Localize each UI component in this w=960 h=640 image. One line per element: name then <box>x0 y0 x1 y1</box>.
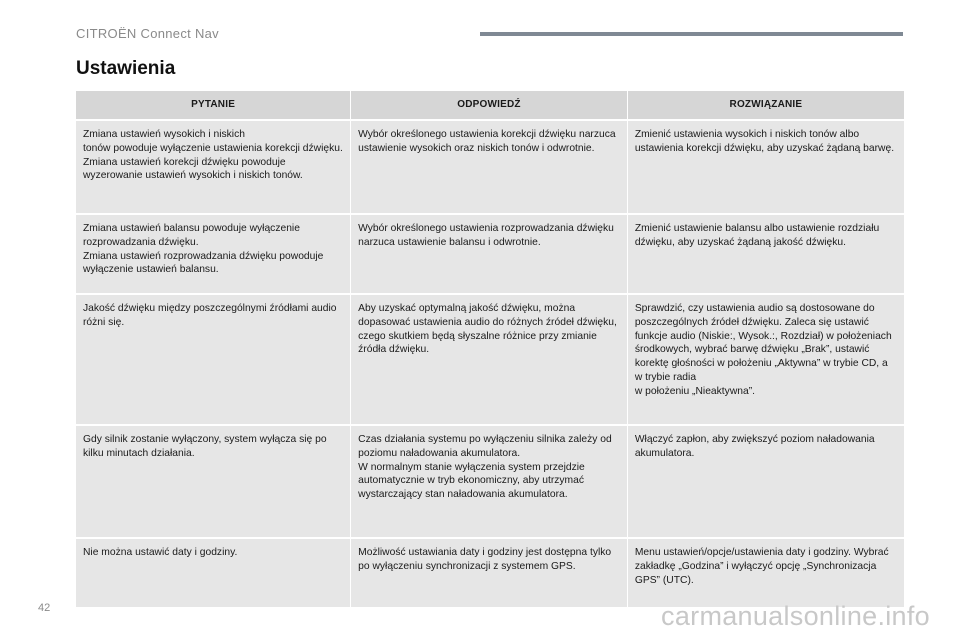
answer-cell: Wybór określonego ustawienia korekcji dźwięku narzuca ustawienie wysokich oraz niskich tonów i odwrotnie. <box>351 120 628 214</box>
table-row <box>76 538 904 607</box>
table-row <box>76 214 904 294</box>
column-header-question: PYTANIE <box>76 91 351 120</box>
answer-cell: Czas działania systemu po wyłączeniu silnika zależy od poziomu naładowania akumulatora. W normalnym stanie wyłączenia system przejdzie automatycznie w tryb ekonomiczny, aby utrzymać wystarczający stan naładowania akumulatora. <box>351 425 628 538</box>
page-title: Ustawienia <box>76 58 176 79</box>
page-number: 42 <box>38 602 51 614</box>
column-header-answer: ODPOWIEDŹ <box>351 91 628 120</box>
table-row <box>76 425 904 538</box>
answer-cell: Wybór określonego ustawienia rozprowadzania dźwięku narzuca ustawienie balansu i odwrotnie. <box>351 214 628 294</box>
solution-cell: Zmienić ustawienia wysokich i niskich tonów albo ustawienia korekcji dźwięku, aby uzyskać żądaną barwę. <box>627 120 904 214</box>
header-bar <box>480 32 903 36</box>
question-cell: Zmiana ustawień balansu powoduje wyłączenie rozprowadzania dźwięku. Zmiana ustawień rozprowadzania dźwięku powoduje wyłączenie ustawień balansu. <box>76 214 351 294</box>
solution-cell: Menu ustawień/opcje/ustawienia daty i godziny. Wybrać zakładkę „Godzina” i wyłączyć opcję „Synchronizacja GPS” (UTC). <box>627 538 904 607</box>
answer-cell: Możliwość ustawiania daty i godziny jest dostępna tylko po wyłączeniu synchronizacji z systemem GPS. <box>351 538 628 607</box>
troubleshooting-table <box>76 91 904 607</box>
question-cell: Jakość dźwięku między poszczególnymi źródłami audio różni się. <box>76 294 351 425</box>
solution-cell: Sprawdzić, czy ustawienia audio są dostosowane do poszczególnych źródeł dźwięku. Zaleca się ustawić funkcje audio (Niskie:, Wysok.:, Rozdział) w położeniach środkowych, wybrać barwę dźwięku „Brak”, ustawić korektę głośności w położeniu „Aktywna” w trybie CD, a w trybie radia w położeniu „Nieaktywna”. <box>627 294 904 425</box>
table-row <box>76 294 904 425</box>
answer-cell: Aby uzyskać optymalną jakość dźwięku, można dopasować ustawienia audio do różnych źródeł dźwięku, czego skutkiem będą słyszalne różnice przy zmianie źródła dźwięku. <box>351 294 628 425</box>
table-row <box>76 120 904 214</box>
question-cell: Gdy silnik zostanie wyłączony, system wyłącza się po kilku minutach działania. <box>76 425 351 538</box>
question-cell: Zmiana ustawień wysokich i niskich tonów powoduje wyłączenie ustawienia korekcji dźwięku. Zmiana ustawień korekcji dźwięku powoduje wyzerowanie ustawień wysokich i niskich tonów. <box>76 120 351 214</box>
table-header-row <box>76 91 904 120</box>
header-title: CITROËN Connect Nav <box>76 26 219 41</box>
watermark: carmanualsonline.info <box>661 601 930 631</box>
question-cell: Nie można ustawić daty i godziny. <box>76 538 351 607</box>
column-header-solution: ROZWIĄZANIE <box>627 91 904 120</box>
solution-cell: Zmienić ustawienie balansu albo ustawienie rozdziału dźwięku, aby uzyskać żądaną jakość dźwięku. <box>627 214 904 294</box>
solution-cell: Włączyć zapłon, aby zwiększyć poziom naładowania akumulatora. <box>627 425 904 538</box>
